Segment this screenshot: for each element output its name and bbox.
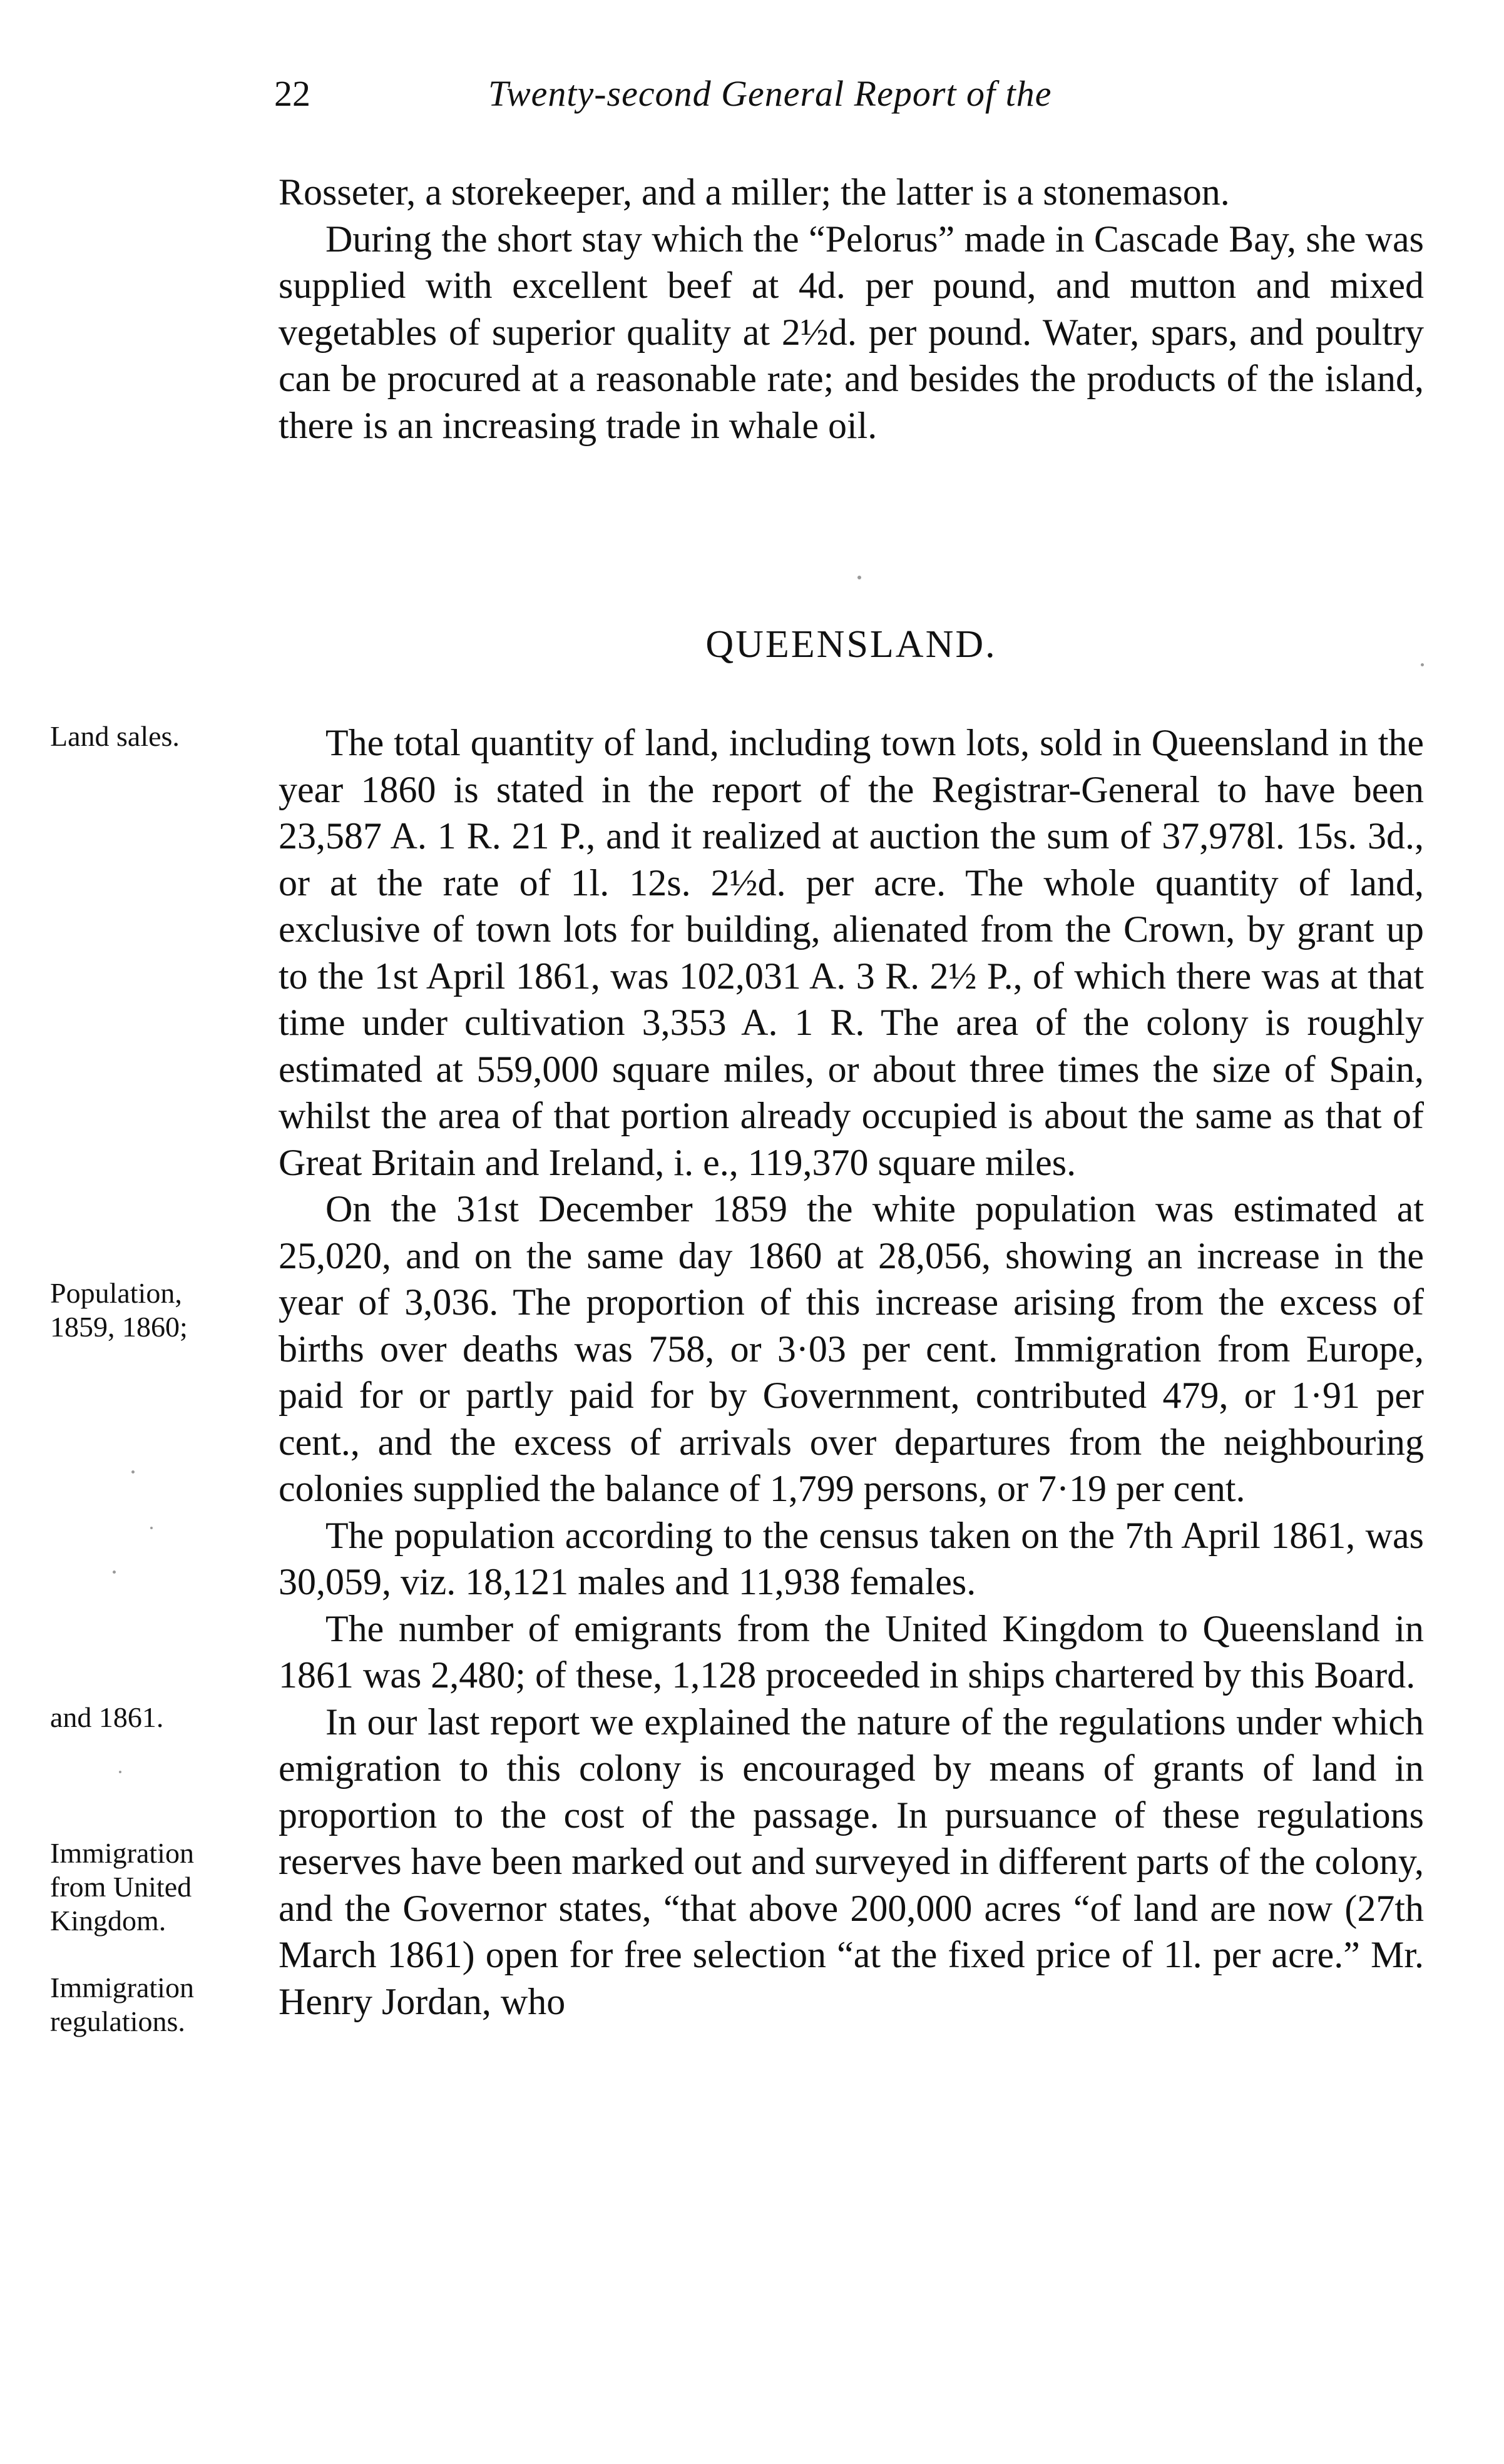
paragraph: During the short stay which the “Pelorus” made in Cascade Bay, she was supplied with excellent beef at 4d. per pound, and mutton and mixed vegetables of superior quality at 2½d. per pound. Water, spars, and poultry can be procured at a reasonable rate; and besides the products of the island, there is an increasing trade in whale oil.: [279, 218, 1424, 446]
running-title: Twenty-second General Report of the: [488, 73, 1052, 114]
paragraph-emigrants: The number of emigrants from the United Kingdom to Queensland in 1861 was 2,480; of these, 1,128 proceeded in ships chartered by this Board.: [279, 1607, 1424, 1696]
scan-speck: [131, 1470, 135, 1474]
paragraph-land-sales: The total quantity of land, including town lots, sold in Queensland in the year 1860 is stated in the report of the Registrar-General to have been 23,587 A. 1 R. 21 P., and it realized at auction the sum of 37,978l. 15s. 3d., or at the rate of 1l. 12s. 2½d. per acre. The whole quantity of land, exclusive of town lots for building, alienated from the Crown, by grant up to the 1st April 1861, was 102,031 A. 3 R. 2½ P., of which there was at that time under cultivation 3,353 A. 1 R. The area of the colony is roughly estimated at 559,000 square miles, or about three times the size of Spain, whilst the area of that portion already occupied is about the same as that of Great Britain and Ireland, i. e., 119,370 square miles.: [279, 722, 1424, 1183]
scan-speck: [857, 576, 861, 579]
margin-note-1861: and 1861.: [50, 1701, 164, 1733]
paragraph-regulations: In our last report we explained the nature of the regulations under which emigration to this colony is encouraged by means of grants of land in proportion to the cost of the passage. In pursuance of these regulations reserves have been marked out and surveyed in different parts of the colony, and the Governor states, “that above 200,000 acres “of land are now (27th March 1861) open for free selection “at the fixed price of 1l. per acre.” Mr. Henry Jordan, who: [279, 1701, 1424, 2022]
margin-note-land-sales: Land sales.: [50, 720, 180, 752]
paragraph-census-1861: The population according to the census taken on the 7th April 1861, was 30,059, viz. 18,121 males and 11,938 females.: [279, 1514, 1424, 1602]
paragraph-population: On the 31st December 1859 the white population was estimated at 25,020, and on the same day 1860 at 28,056, showing an increase in the year of 3,036. The proportion of this increase arising from the excess of births over deaths was 758, or 3·03 per cent. Immigration from Europe, paid for or partly paid for by Government, contributed 479, or 1·91 per cent., and the excess of arrivals over departures from the neighbouring colonies supplied the balance of 1,799 persons, or 7·19 per cent.: [279, 1188, 1424, 1509]
section-heading: QUEENSLAND.: [705, 623, 997, 666]
scan-speck: [119, 1771, 121, 1773]
scan-speck: [1421, 663, 1424, 666]
scan-speck: [150, 1527, 153, 1529]
margin-note-immigration-uk: Immigration from United Kingdom.: [50, 1837, 194, 1937]
scan-speck: [113, 1571, 116, 1574]
running-head: [269, 69, 1427, 119]
paragraph: Rosseter, a storekeeper, and a miller; the latter is a stonemason.: [279, 171, 1230, 213]
continuation-text: [279, 169, 1424, 449]
section-body: [279, 720, 1424, 2025]
page-number: 22: [274, 73, 310, 114]
margin-note-immigration-regulations: Immigration regulations.: [50, 1972, 194, 2037]
margin-note-population: Population, 1859, 1860;: [50, 1277, 188, 1343]
